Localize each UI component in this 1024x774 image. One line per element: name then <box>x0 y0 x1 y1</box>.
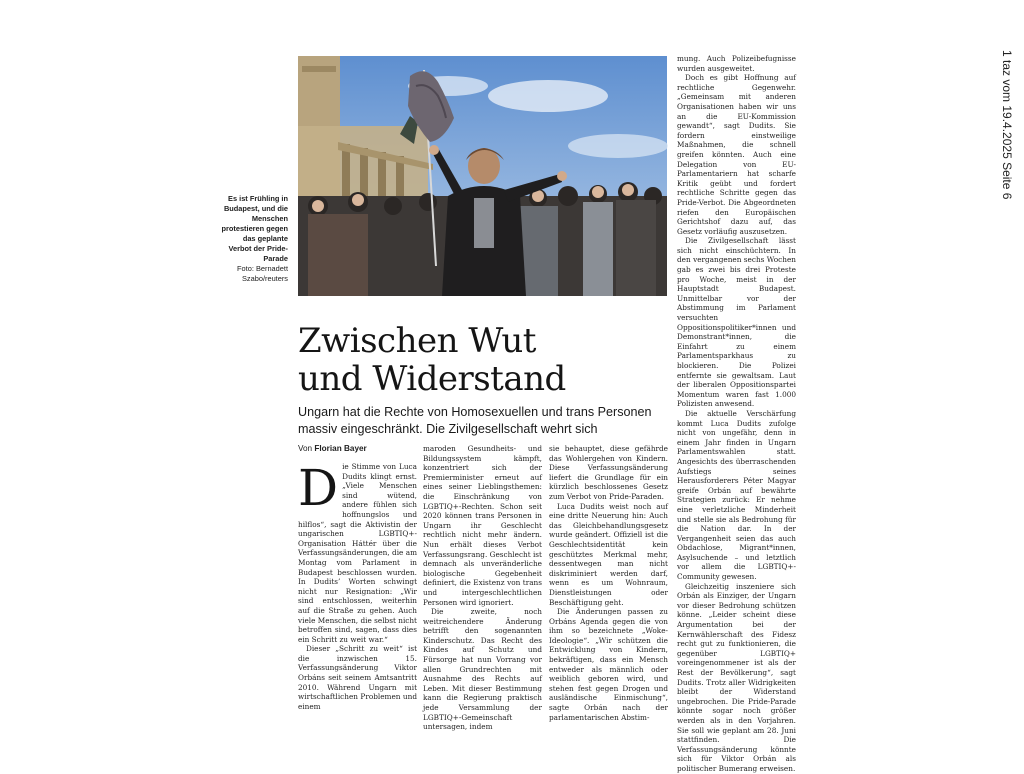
byline-author: Florian Bayer <box>314 444 367 453</box>
paragraph: mung. Auch Polizeibefugnisse wurden ausgeweitet. <box>677 54 796 73</box>
paragraph: maroden Gesundheits- und Bildungssystem kämpft, konzentriert sich der Premierminister erneut auf eines seiner Lieblingsthemen: die Einschränkung von LGBTIQ+-Rechten. Schon seit 2020 können trans Personen in Ungarn ihr Geschlecht rechtlich nicht mehr ändern. Nun erhält dieses Verbot Verfassungsrang. Geschlecht ist demnach als unveränderliche biologische Gegebenheit definiert, die Existenz von trans und intergeschlechtlichen Personen wird ignoriert. <box>423 444 542 607</box>
headline-line-1: Zwischen Wut <box>298 321 536 361</box>
page-stamp: 1 taz vom 19.4.2025 Seite 6 <box>1000 50 1014 200</box>
paragraph: sie behauptet, diese gefährde das Wohlergehen von Kindern. Diese Verfassungsänderung liefert die Grundlage für ein kürzlich beschlossenes Gesetz zum Verbot von Pride-Paraden. <box>549 444 668 501</box>
article-column-2 <box>423 444 542 732</box>
paragraph: Gleichzeitig inszeniere sich Orbán als Einziger, der Ungarn vor dieser Bedrohung schützen könne. „Leider scheint diese Argumentation bei der Kernwählerschaft des Fidesz recht gut zu funktionieren, die gegenüber LGBTIQ+ voreingenommener ist als der Rest der Bevölkerung“, sagt Dudits. Trotz aller Widrigkeiten bleibt der Widerstand ungebrochen. Die Pride-Parade könnte sogar noch größer werden als in den Vorjahren. Sie soll wie geplant am 28. Juni stattfinden. Die Verfassungsänderung könnte sich für Viktor Orbán als politischer Bumerang erweisen. <box>677 581 796 773</box>
paragraph: Dieser „Schritt zu weit“ ist die inzwischen 15. Verfassungsänderung Viktor Orbáns seit seinem Amtsantritt 2010. Während Ungarn mit wirtschaftlichen Problemen und einem <box>298 644 417 711</box>
protest-photo <box>298 56 667 296</box>
protest-photo-illustration <box>298 56 667 296</box>
paragraph: Die Zivilgesellschaft lässt sich nicht einschüchtern. In den vergangenen sechs Wochen gab es zwei bis drei Proteste pro Woche, meist in der Hauptstadt Budapest. Unmittelbar vor der Abstimmung im Parlament versuchten Oppositionspolitiker*innen und Demonstrant*innen, die Einfahrt zu einem Parlamentsparkhaus zu blockieren. Die Polizei entfernte sie gewaltsam. Laut der liberalen Oppositionspartei Momentum waren fast 1.000 Polizisten anwesend. <box>677 236 796 409</box>
paragraph: Doch es gibt Hoffnung auf rechtliche Gegenwehr. „Gemeinsam mit anderen Organisationen haben wir uns an die EU-Kommission gewandt“, sagt Dudits. Sie fordern einstweilige Maßnahmen, die schnell greifen könnten. Auch eine Delegation von EU-Parlamentariern hat scharfe Kritik geübt und fordert rechtliche Schritte gegen das Pride-Verbot. Die Abgeordneten riefen den Europäischen Gerichtshof dazu auf, das Gesetz vorläufig auszusetzen. <box>677 73 796 236</box>
article-column-3 <box>549 444 668 720</box>
headline-line-2: und Widerstand <box>298 359 566 399</box>
paragraph <box>298 459 417 644</box>
photo-caption <box>218 194 288 284</box>
paragraph: Die zweite, noch weitreichendere Änderung betrifft den sogenannten Kinderschutz. Das Recht des Kindes auf Schutz und Fürsorge hat nun Vorrang vor allen Grundrechten mit Ausnahme des Rechts auf Leben. Mit dieser Bestimmung kann die Regierung praktisch jede Versammlung der LGBTIQ+-Gemeinschaft untersagen, indem <box>423 607 542 732</box>
paragraph-text: ie Stimme von Luca Dudits klingt ernst. „Viele Menschen sind wütend, andere fühlen sich hoffnungslos und hilflos“, sagt die Aktivistin der ungarischen LGBTIQ+-Organisation Háttér über die Verfassungsänderungen, die am Montag vom Parlament in Budapest beschlossen wurden. In Dudits’ Worten schwingt nicht nur Resignation: „Wir sind entschlossen, weiterhin auf die Straße zu gehen. Auch viele Menschen, die selbst nicht betroffen sind, sagen, dass dies ein Schritt zu weit war.“ <box>298 462 417 644</box>
byline-prefix: Von <box>298 444 313 453</box>
dropcap: D <box>298 459 339 517</box>
article-subhead: Ungarn hat die Rechte von Homosexuellen und trans Personen massiv eingeschränkt. Die Zivilgesellschaft wehrt sich <box>298 405 652 436</box>
paragraph: Die aktuelle Verschärfung kommt Luca Dudits zufolge nicht von ungefähr, denn in einem Jahr finden in Ungarn Parlamentswahlen statt. Angesichts des überraschenden Aufstiegs seines Herausforderers Péter Magyar greife Orbán auf bewährte Strategien zurück: Er nehme eine verletzliche Minderheit und stelle sie als Bedrohung für die Nation dar. In der Vergangenheit seien das auch Obdachlose, Migrant*innen, Asylsuchende – und letztlich vor allem die LGBTIQ+-Community gewesen. <box>677 408 796 582</box>
paragraph: Die Änderungen passen zu Orbáns Agenda gegen die von ihm so bezeichnete „Woke-Ideologie“. „Wir schützen die Entwicklung von Kindern, bekräftigen, dass ein Mensch entweder als männlich oder weiblich geboren wird, und stehen fest gegen Drogen und ausländische Einmischung“, sagte Orbán nach der parlamentarischen Abstim- <box>549 607 668 722</box>
article-column-4 <box>677 54 796 773</box>
article-column-1 <box>298 459 417 720</box>
article-byline <box>298 444 418 453</box>
paragraph: Luca Dudits weist noch auf eine dritte Neuerung hin: Auch das Gleichbehandlungsgesetz wurde geändert. Offiziell ist die Geschlechtsidentität kein geschütztes Merkmal mehr, dessentwegen man nicht diskriminiert werden darf, wenn es um Wohnraum, Dienstleistungen oder Beschäftigung geht. <box>549 501 668 607</box>
article-headline <box>298 322 668 398</box>
photo-credit: Foto: Bernadett Szabo/reuters <box>237 264 288 283</box>
photo-caption-text: Es ist Frühling in Budapest, und die Menschen protestieren gegen das geplante Verbot der Pride-Parade <box>221 194 288 263</box>
